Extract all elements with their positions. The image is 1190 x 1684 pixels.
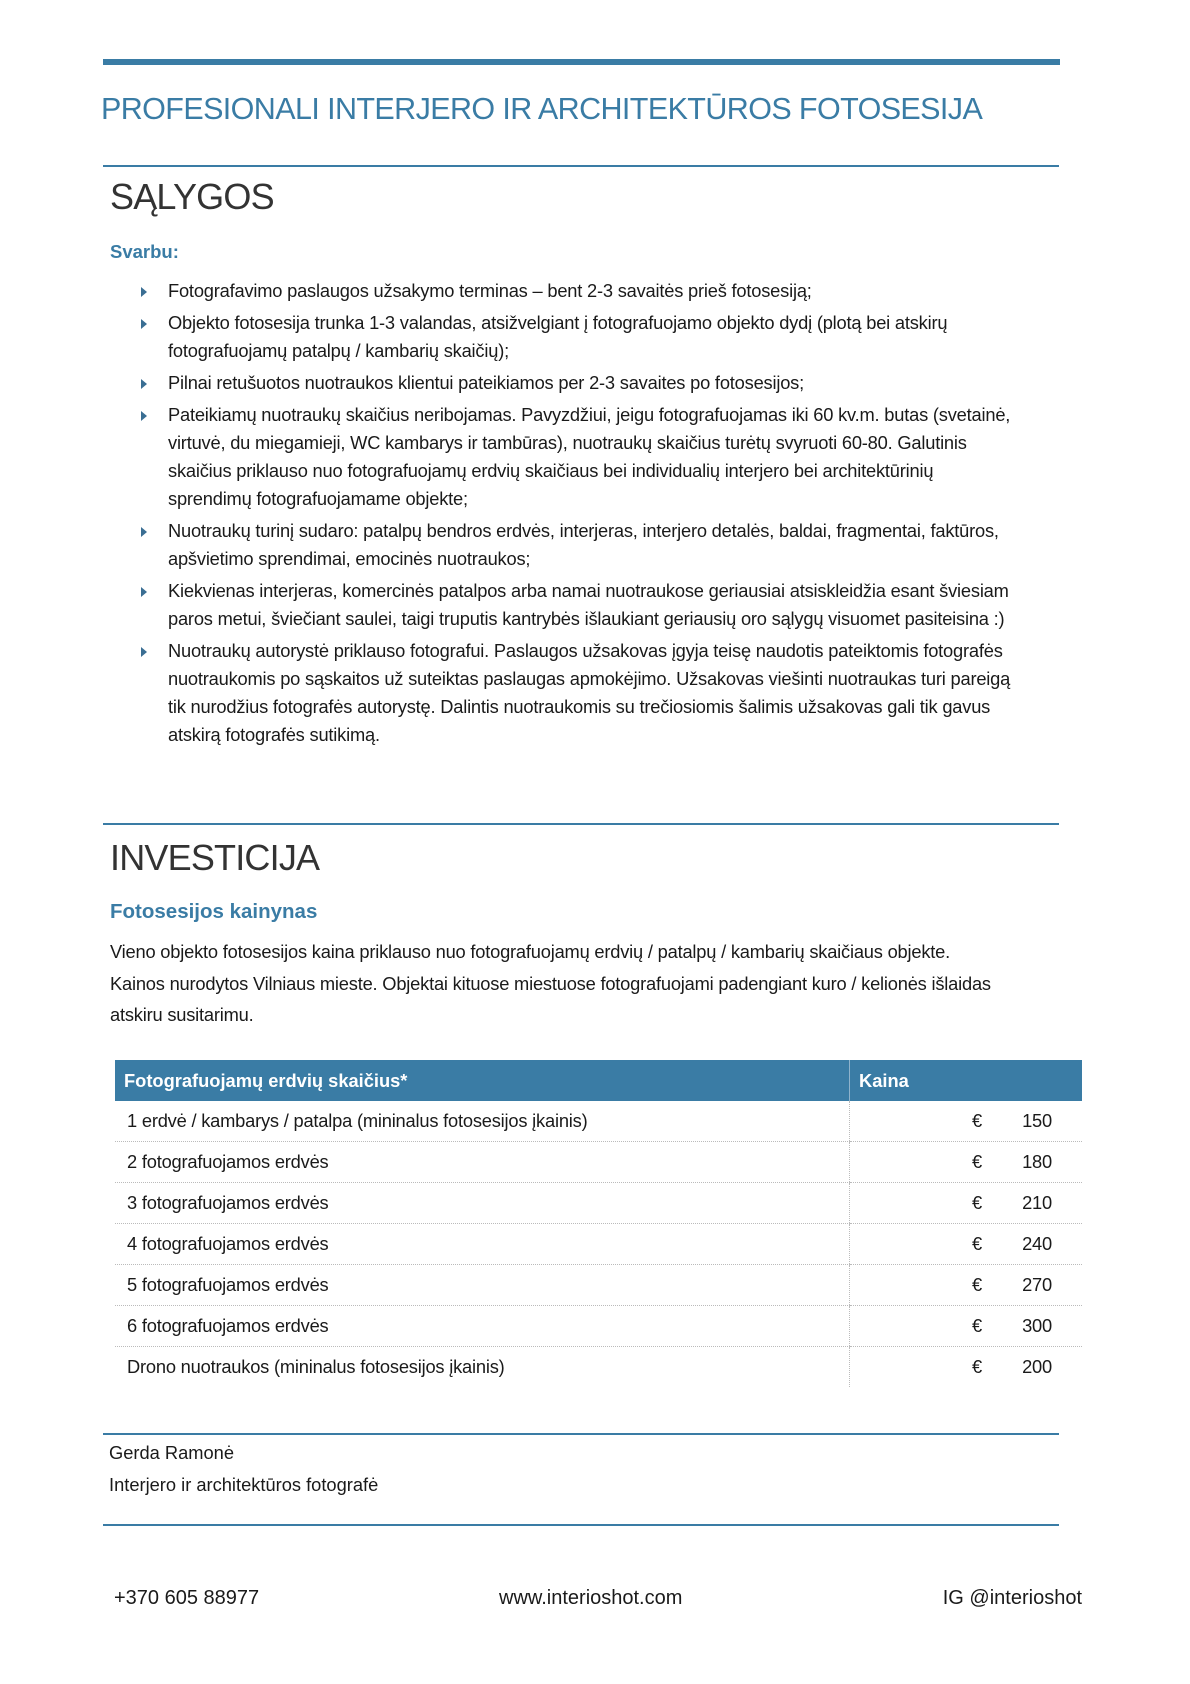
- row-price-cell: [850, 1224, 1083, 1265]
- table-row: [115, 1306, 1082, 1347]
- currency-symbol: €: [972, 1233, 982, 1254]
- column-header-spaces: Fotografuojamų erdvių skaičius*: [115, 1060, 850, 1101]
- price-table: [115, 1060, 1082, 1387]
- condition-text-line: Nuotraukų autorystė priklauso fotografui. Paslaugos užsakovas įgyja teisę naudotis pateiktomis fotografės: [168, 640, 1003, 661]
- row-label: 1 erdvė / kambarys / patalpa (mininalus fotosesijos įkainis): [115, 1101, 850, 1142]
- table-row: [115, 1101, 1082, 1142]
- triangle-bullet-icon: [141, 647, 147, 657]
- divider: [103, 1524, 1059, 1526]
- price-value: 240: [1022, 1233, 1052, 1254]
- pricing-subheading: Fotosesijos kainynas: [110, 900, 318, 923]
- row-label: 3 fotografuojamos erdvės: [115, 1183, 850, 1224]
- row-label: 6 fotografuojamos erdvės: [115, 1306, 850, 1347]
- row-price-cell: [850, 1142, 1083, 1183]
- price-value: 150: [1022, 1110, 1052, 1131]
- condition-text-line: fotografuojamų patalpų / kambarių skaičių);: [168, 340, 509, 361]
- table-row: [115, 1142, 1082, 1183]
- condition-text-line: tik nurodžius fotografės autorystę. Dalintis nuotraukomis su trečiosiomis šalimis užsakovas gali tik gavus: [168, 696, 991, 717]
- condition-item: [0, 637, 1010, 749]
- currency-symbol: €: [972, 1192, 982, 1213]
- currency-symbol: €: [972, 1151, 982, 1172]
- row-price-cell: [850, 1347, 1083, 1388]
- triangle-bullet-icon: [141, 379, 147, 389]
- currency-symbol: €: [972, 1315, 982, 1336]
- row-price-cell: [850, 1265, 1083, 1306]
- section-heading-conditions: SĄLYGOS: [110, 176, 274, 217]
- signature-role: Interjero ir architektūros fotografė: [109, 1474, 379, 1495]
- paragraph-line: Kainos nurodytos Vilniaus mieste. Objektai kituose miestuose fotografuojami padengiant kuro / kelionės išlaidas: [110, 972, 991, 994]
- condition-text-line: Nuotraukų turinį sudaro: patalpų bendros erdvės, interjeras, interjero detalės, baldai, fragmentai, faktūros,: [168, 520, 999, 541]
- table-row: [115, 1224, 1082, 1265]
- condition-text-line: virtuvė, du miegamieji, WC kambarys ir tambūras), nuotraukų skaičius turėtų svyruoti 60-80. Galutinis: [168, 432, 967, 453]
- triangle-bullet-icon: [141, 287, 147, 297]
- row-label: 4 fotografuojamos erdvės: [115, 1224, 850, 1265]
- row-label: 5 fotografuojamos erdvės: [115, 1265, 850, 1306]
- divider: [103, 165, 1059, 167]
- condition-text-line: Fotografavimo paslaugos užsakymo terminas – bent 2-3 savaitės prieš fotosesiją;: [168, 280, 812, 301]
- page-title: PROFESIONALI INTERJERO IR ARCHITEKTŪROS FOTOSESIJA: [101, 92, 983, 126]
- condition-item: [0, 577, 1010, 633]
- condition-text-line: Objekto fotosesija trunka 1-3 valandas, atsižvelgiant į fotografuojamo objekto dydį (plotą bei atskirų: [168, 312, 948, 333]
- row-label: Drono nuotraukos (mininalus fotosesijos įkainis): [127, 1356, 505, 1377]
- triangle-bullet-icon: [141, 411, 147, 421]
- condition-text-line: Kiekvienas interjeras, komercinės patalpos arba namai nuotraukose geriausiai atsiskleidžia esant šviesiam: [168, 580, 1009, 601]
- price-value: 300: [1022, 1315, 1052, 1336]
- row-label: 2 fotografuojamos erdvės: [115, 1142, 850, 1183]
- condition-text-line: paros metui, šviečiant saulei, taigi truputis kantrybės išlaukiant geriausių oro sąlygų visuomet pasiteisina :): [168, 608, 1005, 629]
- condition-text-line: Pilnai retušuotos nuotraukos klientui pateikiamos per 2-3 savaites po fotosesijos;: [168, 372, 804, 393]
- currency-symbol: €: [972, 1110, 982, 1131]
- footer-website[interactable]: www.interioshot.com: [499, 1587, 683, 1609]
- divider: [103, 823, 1059, 825]
- conditions-subheading: Svarbu:: [110, 241, 179, 262]
- triangle-bullet-icon: [141, 319, 147, 329]
- condition-text-line: atskirą fotografės sutikimą.: [168, 724, 380, 745]
- section-heading-investment: INVESTICIJA: [110, 837, 320, 878]
- table-row: [115, 1183, 1082, 1224]
- row-price-cell: [850, 1101, 1083, 1142]
- row-price-cell: [850, 1306, 1083, 1347]
- condition-text-line: nuotraukomis po sąskaitos už suteiktas paslaugas apmokėjimo. Užsakovas viešinti nuotraukas turi pareigą: [168, 668, 1011, 689]
- condition-text-line: apšvietimo sprendimai, emocinės nuotraukos;: [168, 548, 531, 569]
- conditions-list: [0, 277, 1010, 753]
- condition-item: [0, 309, 1010, 365]
- triangle-bullet-icon: [141, 587, 147, 597]
- condition-item: [0, 369, 1010, 397]
- top-accent-bar: [103, 59, 1060, 65]
- currency-symbol: €: [972, 1356, 982, 1377]
- condition-item: [0, 277, 1010, 305]
- price-value: 270: [1022, 1274, 1052, 1295]
- paragraph-line: Vieno objekto fotosesijos kaina priklauso nuo fotografuojamų erdvių / patalpų / kambarių skaičiaus objekte.: [110, 941, 951, 962]
- table-row: [115, 1265, 1082, 1306]
- triangle-bullet-icon: [141, 527, 147, 537]
- condition-text-line: skaičius priklauso nuo fotografuojamų erdvių skaičiaus bei individualių interjero bei architektūrinių: [168, 460, 934, 481]
- table-row: [115, 1347, 1082, 1388]
- condition-item: [0, 517, 1010, 573]
- price-value: 210: [1022, 1192, 1052, 1213]
- pricing-description: [110, 936, 991, 1031]
- footer-instagram[interactable]: IG @interioshot: [942, 1587, 1082, 1609]
- footer-phone: +370 605 88977: [114, 1587, 260, 1609]
- price-value: 180: [1022, 1151, 1052, 1172]
- paragraph-line: atskiru susitarimu.: [110, 1004, 254, 1025]
- condition-item: [0, 401, 1010, 513]
- signature-name: Gerda Ramonė: [109, 1442, 234, 1463]
- column-header-price: Kaina: [850, 1060, 1083, 1101]
- currency-symbol: €: [972, 1274, 982, 1295]
- row-price-cell: [850, 1183, 1083, 1224]
- price-value: 200: [1022, 1356, 1052, 1377]
- condition-text-line: Pateikiamų nuotraukų skaičius neribojamas. Pavyzdžiui, jeigu fotografuojamas iki 60 kv.m. butas (svetainė,: [168, 404, 1011, 425]
- divider: [103, 1433, 1059, 1435]
- condition-text-line: sprendimų fotografuojamame objekte;: [168, 488, 468, 509]
